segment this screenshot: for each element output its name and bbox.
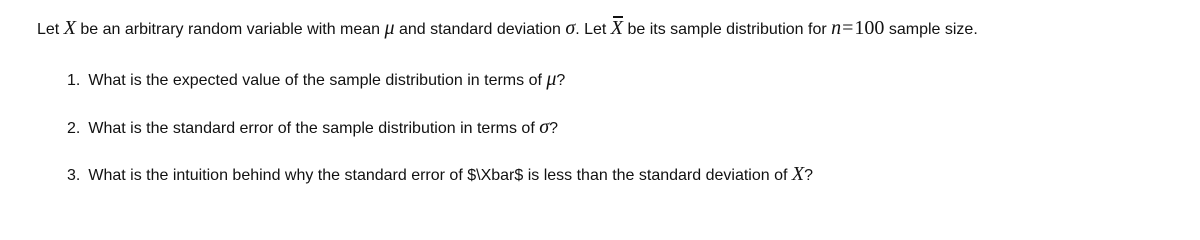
intro-text-2: be an arbitrary random variable with mean bbox=[75, 21, 385, 38]
equals-sign: = bbox=[842, 17, 854, 39]
question-2-symbol: σ bbox=[539, 116, 550, 138]
question-2-text: What is the standard error of the sample distribution in terms of bbox=[88, 120, 540, 137]
problem-intro bbox=[37, 15, 978, 43]
intro-text-3: and standard deviation bbox=[394, 21, 566, 38]
question-3-symbol: X bbox=[791, 163, 805, 185]
var-xbar: X bbox=[610, 17, 624, 39]
intro-text-5: be its sample distribution for bbox=[623, 21, 832, 38]
question-1-end: ? bbox=[556, 72, 566, 89]
symbol-mu: μ bbox=[384, 17, 395, 39]
question-2-number: 2. bbox=[67, 120, 81, 137]
symbol-sigma: σ bbox=[565, 17, 576, 39]
question-1-text: What is the expected value of the sample distribution in terms of bbox=[88, 72, 547, 89]
intro-text-6: sample size. bbox=[884, 21, 978, 38]
var-x: X bbox=[63, 17, 76, 39]
var-n: n bbox=[831, 17, 842, 39]
n-value: 100 bbox=[854, 17, 885, 39]
question-3-text: What is the intuition behind why the standard error of $\Xbar$ is less than the standard deviation of bbox=[88, 167, 792, 184]
question-1 bbox=[67, 67, 565, 93]
question-1-number: 1. bbox=[67, 72, 81, 89]
question-3-end: ? bbox=[804, 167, 813, 184]
question-1-symbol: μ bbox=[546, 68, 557, 90]
question-2-end: ? bbox=[549, 120, 558, 137]
question-2 bbox=[67, 115, 558, 141]
intro-text-1: Let bbox=[37, 21, 64, 38]
question-3 bbox=[67, 162, 813, 188]
question-3-number: 3. bbox=[67, 167, 81, 184]
intro-text-4: . Let bbox=[575, 21, 611, 38]
